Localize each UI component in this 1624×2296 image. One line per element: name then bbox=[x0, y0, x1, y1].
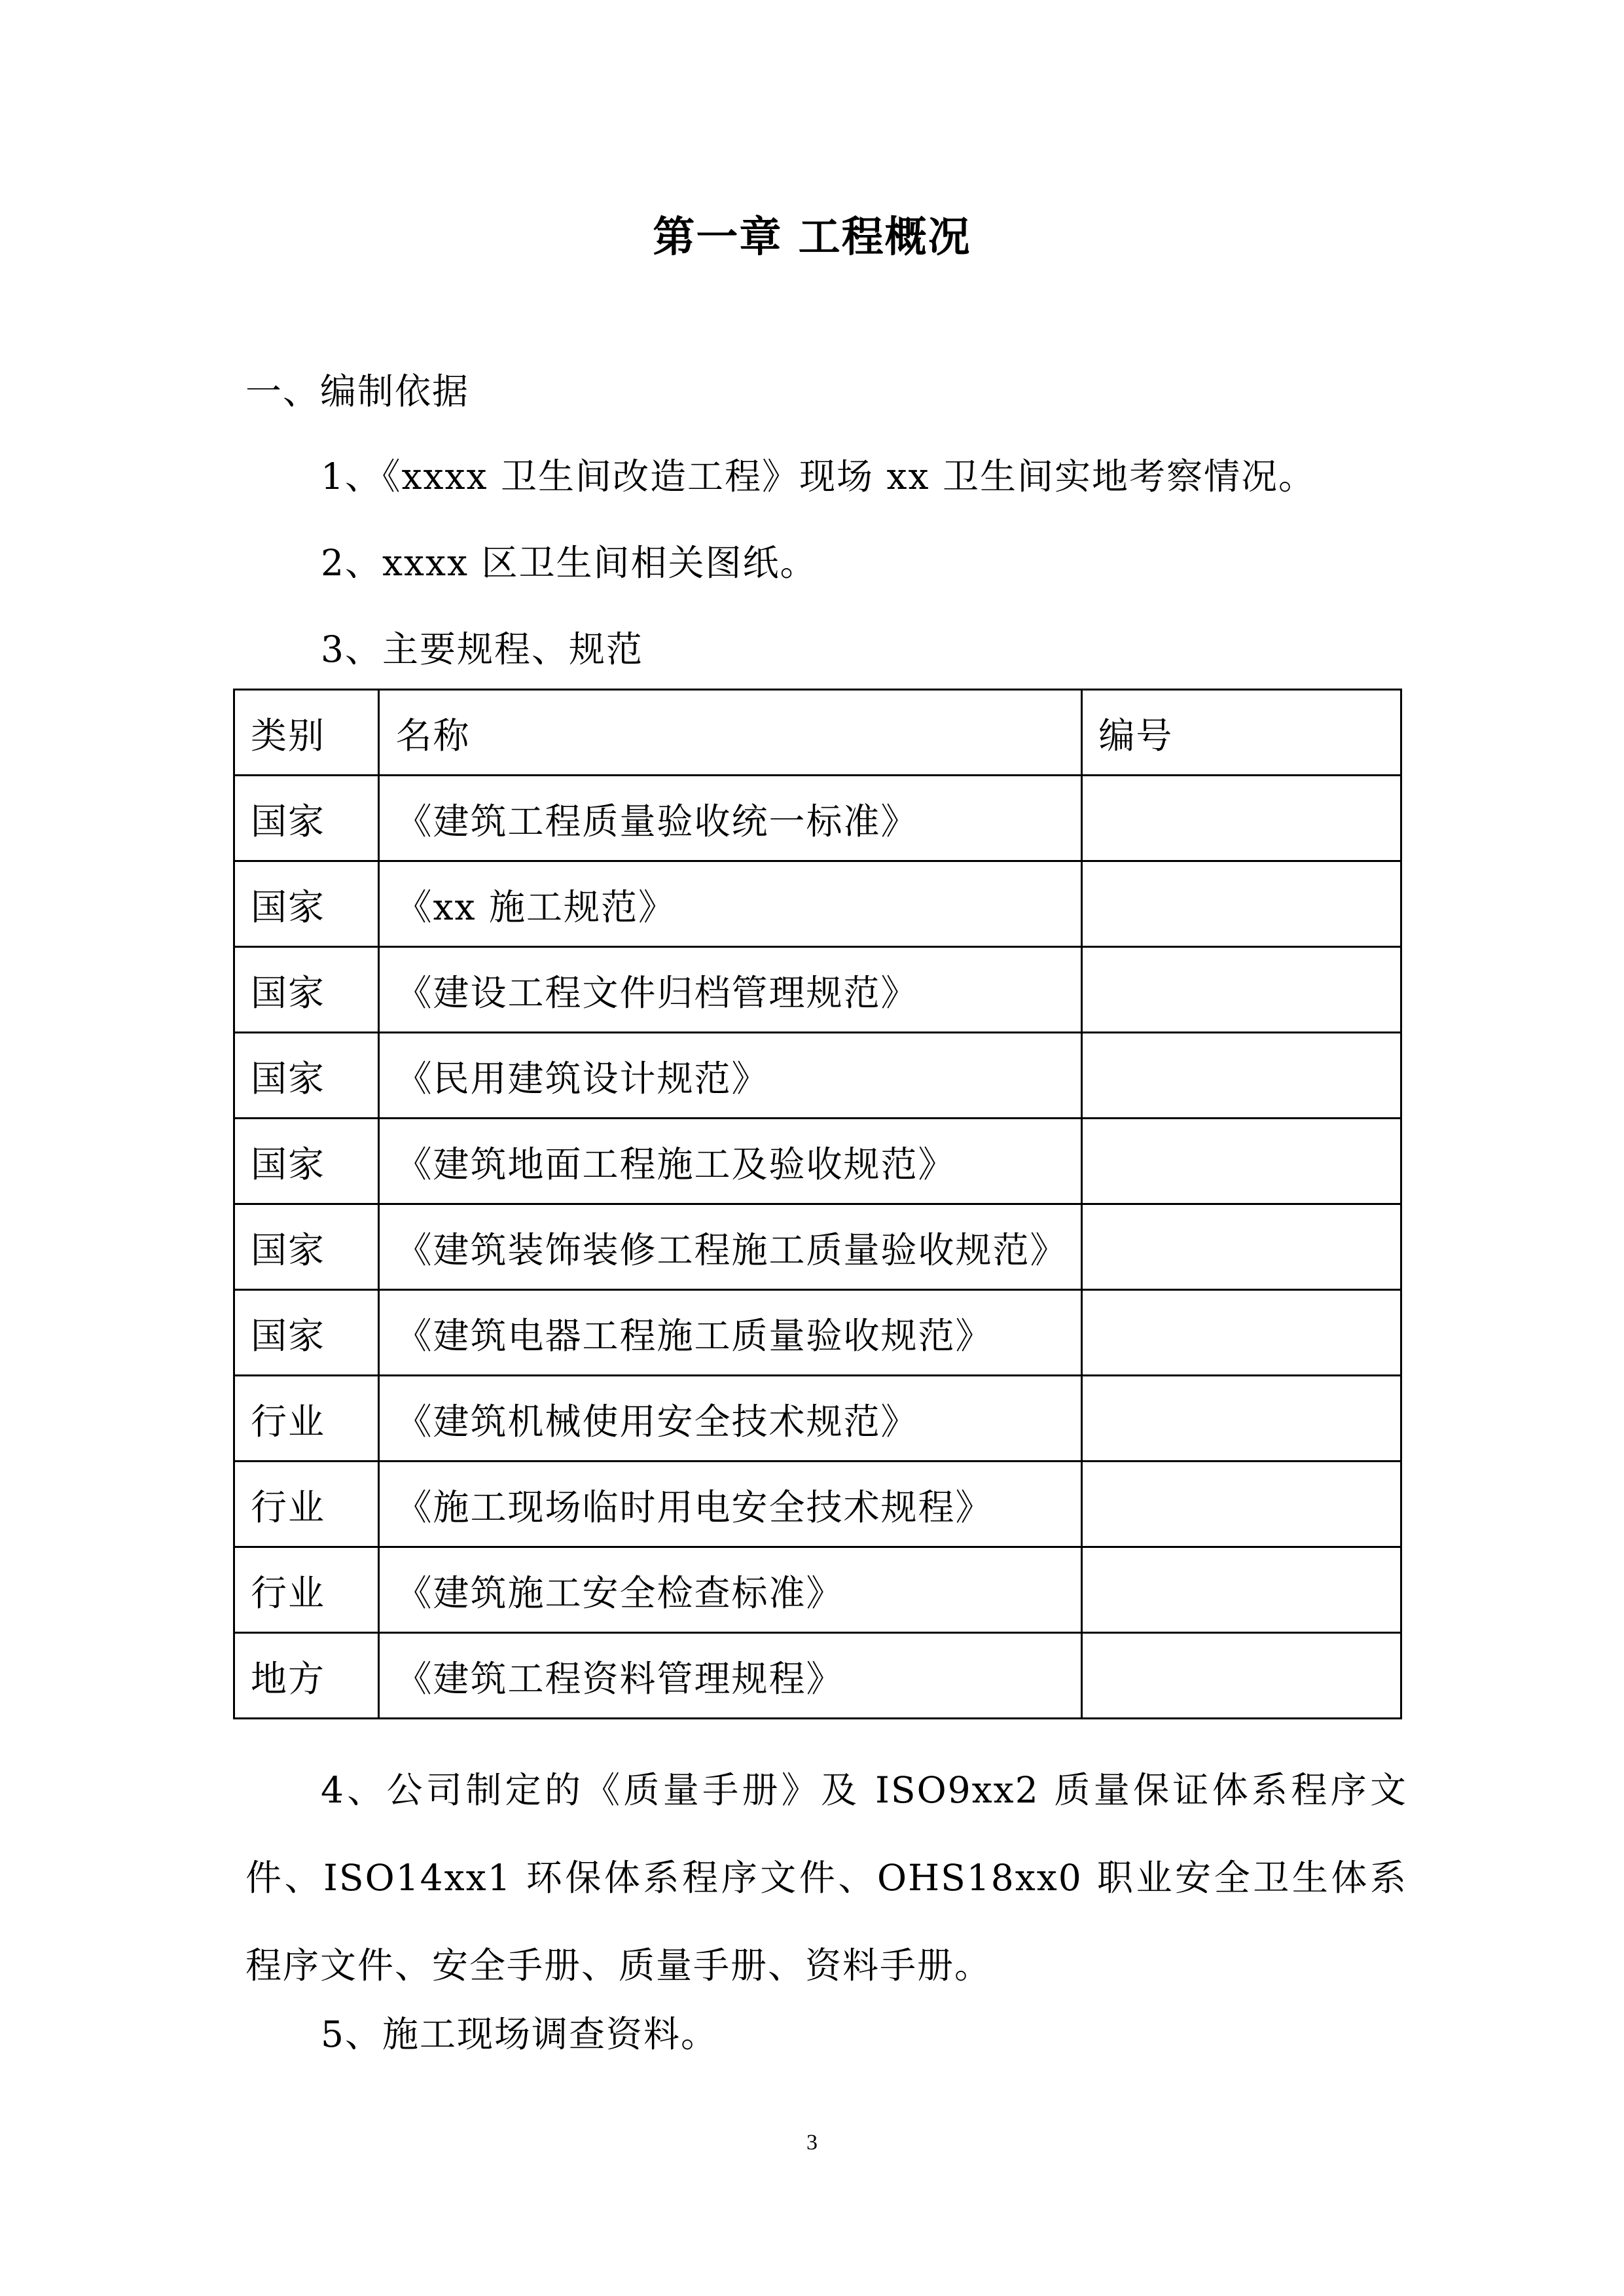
cell-number bbox=[1082, 1462, 1401, 1547]
table-row bbox=[234, 1547, 1401, 1633]
cell-category: 国家 bbox=[234, 776, 379, 861]
paragraph-2: 2、xxxx 区卫生间相关图纸。 bbox=[321, 542, 818, 584]
cell-name: 《建筑工程资料管理规程》 bbox=[379, 1633, 1082, 1719]
norms-table bbox=[233, 689, 1402, 1719]
table-row bbox=[234, 1462, 1401, 1547]
cell-number bbox=[1082, 861, 1401, 947]
cell-category: 国家 bbox=[234, 861, 379, 947]
cell-category: 国家 bbox=[234, 1204, 379, 1290]
cell-number bbox=[1082, 1633, 1401, 1719]
cell-number bbox=[1082, 776, 1401, 861]
table-row bbox=[234, 776, 1401, 861]
cell-category: 国家 bbox=[234, 1119, 379, 1204]
header-name: 名称 bbox=[379, 690, 1082, 776]
header-category: 类别 bbox=[234, 690, 379, 776]
table-row bbox=[234, 1290, 1401, 1376]
cell-number bbox=[1082, 1119, 1401, 1204]
cell-category: 国家 bbox=[234, 1290, 379, 1376]
chapter-title: 第一章 工程概况 bbox=[653, 213, 971, 262]
section-heading: 一、编制依据 bbox=[245, 370, 470, 412]
cell-number bbox=[1082, 1547, 1401, 1633]
cell-category: 行业 bbox=[234, 1462, 379, 1547]
cell-name: 《建筑地面工程施工及验收规范》 bbox=[379, 1119, 1082, 1204]
table-row bbox=[234, 1376, 1401, 1462]
table-row bbox=[234, 1204, 1401, 1290]
table-row bbox=[234, 947, 1401, 1033]
cell-name: 《建筑机械使用安全技术规范》 bbox=[379, 1376, 1082, 1462]
cell-category: 国家 bbox=[234, 947, 379, 1033]
cell-number bbox=[1082, 1033, 1401, 1119]
table-header-row bbox=[234, 690, 1401, 776]
cell-name: 《民用建筑设计规范》 bbox=[379, 1033, 1082, 1119]
cell-category: 行业 bbox=[234, 1376, 379, 1462]
paragraph-5: 5、施工现场调查资料。 bbox=[321, 2013, 718, 2055]
cell-number bbox=[1082, 947, 1401, 1033]
cell-name: 《建筑电器工程施工质量验收规范》 bbox=[379, 1290, 1082, 1376]
table-row bbox=[234, 861, 1401, 947]
table-row bbox=[234, 1033, 1401, 1119]
cell-number bbox=[1082, 1204, 1401, 1290]
cell-name: 《xx 施工规范》 bbox=[379, 861, 1082, 947]
cell-category: 国家 bbox=[234, 1033, 379, 1119]
cell-name: 《建筑装饰装修工程施工质量验收规范》 bbox=[379, 1204, 1082, 1290]
cell-name: 《施工现场临时用电安全技术规程》 bbox=[379, 1462, 1082, 1547]
paragraph-4: 4、公司制定的《质量手册》及 ISO9xx2 质量保证体系程序文件、ISO14xx1 环保体系程序文件、OHS18xx0 职业安全卫生体系程序文件、安全手册、质量手册、资料手册。 bbox=[245, 1769, 1407, 1986]
table-row bbox=[234, 1633, 1401, 1719]
cell-category: 地方 bbox=[234, 1633, 379, 1719]
cell-number bbox=[1082, 1290, 1401, 1376]
cell-category: 行业 bbox=[234, 1547, 379, 1633]
cell-name: 《建设工程文件归档管理规范》 bbox=[379, 947, 1082, 1033]
paragraph-1: 1、《xxxx 卫生间改造工程》现场 xx 卫生间实地考察情况。 bbox=[321, 456, 1316, 497]
cell-name: 《建筑工程质量验收统一标准》 bbox=[379, 776, 1082, 861]
page-number: 3 bbox=[806, 2130, 818, 2155]
paragraph-3: 3、主要规程、规范 bbox=[321, 628, 643, 670]
table-row bbox=[234, 1119, 1401, 1204]
header-number: 编号 bbox=[1082, 690, 1401, 776]
cell-name: 《建筑施工安全检查标准》 bbox=[379, 1547, 1082, 1633]
cell-number bbox=[1082, 1376, 1401, 1462]
